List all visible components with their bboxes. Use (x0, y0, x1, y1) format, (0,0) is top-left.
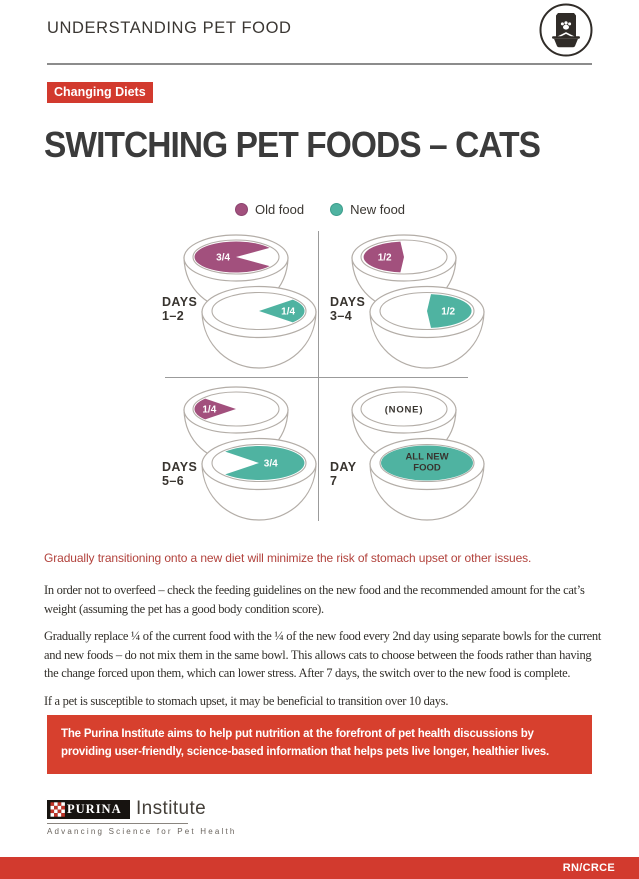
paragraph: If a pet is susceptible to stomach upset, it may be beneficial to transition over 10 days. (44, 693, 449, 708)
bowl-diagram (158, 226, 320, 374)
lead-sentence: Gradually transitioning onto a new diet will minimize the risk of stomach upset or other issues. (44, 551, 532, 565)
bowl-diagram (326, 378, 488, 526)
new-food-bowl (370, 439, 484, 521)
page-header-title: UNDERSTANDING PET FOOD (47, 19, 292, 37)
new-food-bowl (202, 287, 316, 369)
paragraph: In order not to overfeed – check the feeding guidelines on the new food and the recommended amount for the cat’s weight (assuming the pet has a good body condition score). (44, 583, 585, 616)
logo-tagline: Advancing Science for Pet Health (47, 827, 237, 836)
quadrant-label: DAYS 5–6 (162, 460, 198, 489)
body-paragraphs (44, 581, 602, 719)
old-food-dot (235, 203, 248, 216)
quadrant-label: DAY 7 (330, 460, 357, 489)
logo-divider (47, 823, 188, 824)
legend-label-new: New food (350, 202, 406, 217)
footer-code: RN/CRCE (562, 862, 615, 874)
bowl-portion-label: ALL NEW (405, 451, 449, 463)
bowl-portion-label: 3/4 (216, 252, 231, 264)
bowl-portion-label: 3/4 (263, 458, 278, 470)
paragraph: Gradually replace ¼ of the current food with the ¼ of the new food every 2nd day using separate bowls for the current and new foods – do not mix them in the same bowl. This allows cats to choose between the foods rather than having the change forced upon them, which can lower stress. After 7 days, the switch over to the new food is complete. (44, 629, 602, 680)
category-badge: Changing Diets (47, 82, 153, 103)
purina-wordmark: PURINA (47, 800, 130, 819)
quadrant-days-3-4 (326, 226, 488, 374)
bowl-diagram (158, 378, 320, 526)
legend-item-new-food (330, 202, 405, 217)
purina-institute-banner: The Purina Institute aims to help put nutrition at the forefront of pet health discussions by providing user-friendly, science-based information that helps pets live longer, healthier lives. (47, 715, 592, 774)
quadrant-day-7 (326, 378, 488, 526)
purina-institute-logo (47, 799, 237, 836)
legend-label-old: Old food (254, 202, 305, 217)
header-divider (47, 63, 592, 65)
bowl-portion-label: 1/2 (377, 252, 392, 264)
new-food-dot (330, 203, 343, 216)
new-food-bowl (370, 287, 484, 369)
bowl-portion-label: 1/2 (441, 306, 456, 318)
bowl-portion-label: 1/4 (202, 404, 217, 416)
institute-wordmark: Institute (136, 798, 207, 819)
bowl-diagram (326, 226, 488, 374)
quadrant-label: DAYS 1–2 (162, 295, 198, 324)
bowl-portion-label: (NONE) (384, 404, 424, 416)
quadrant-label: DAYS 3–4 (330, 295, 366, 324)
purina-checkerboard-icon (49, 800, 67, 819)
legend (160, 202, 480, 217)
bowl-portion-label: 1/4 (281, 306, 296, 318)
pet-food-bag-bowl-icon (538, 2, 594, 63)
footer-bar (0, 857, 639, 879)
new-food-bowl (202, 439, 316, 521)
page-title: SWITCHING PET FOODS – CATS (44, 124, 541, 165)
quadrant-days-1-2 (158, 226, 320, 374)
legend-item-old-food (235, 202, 304, 217)
quadrant-days-5-6 (158, 378, 320, 526)
bowl-portion-label: FOOD (413, 462, 441, 474)
